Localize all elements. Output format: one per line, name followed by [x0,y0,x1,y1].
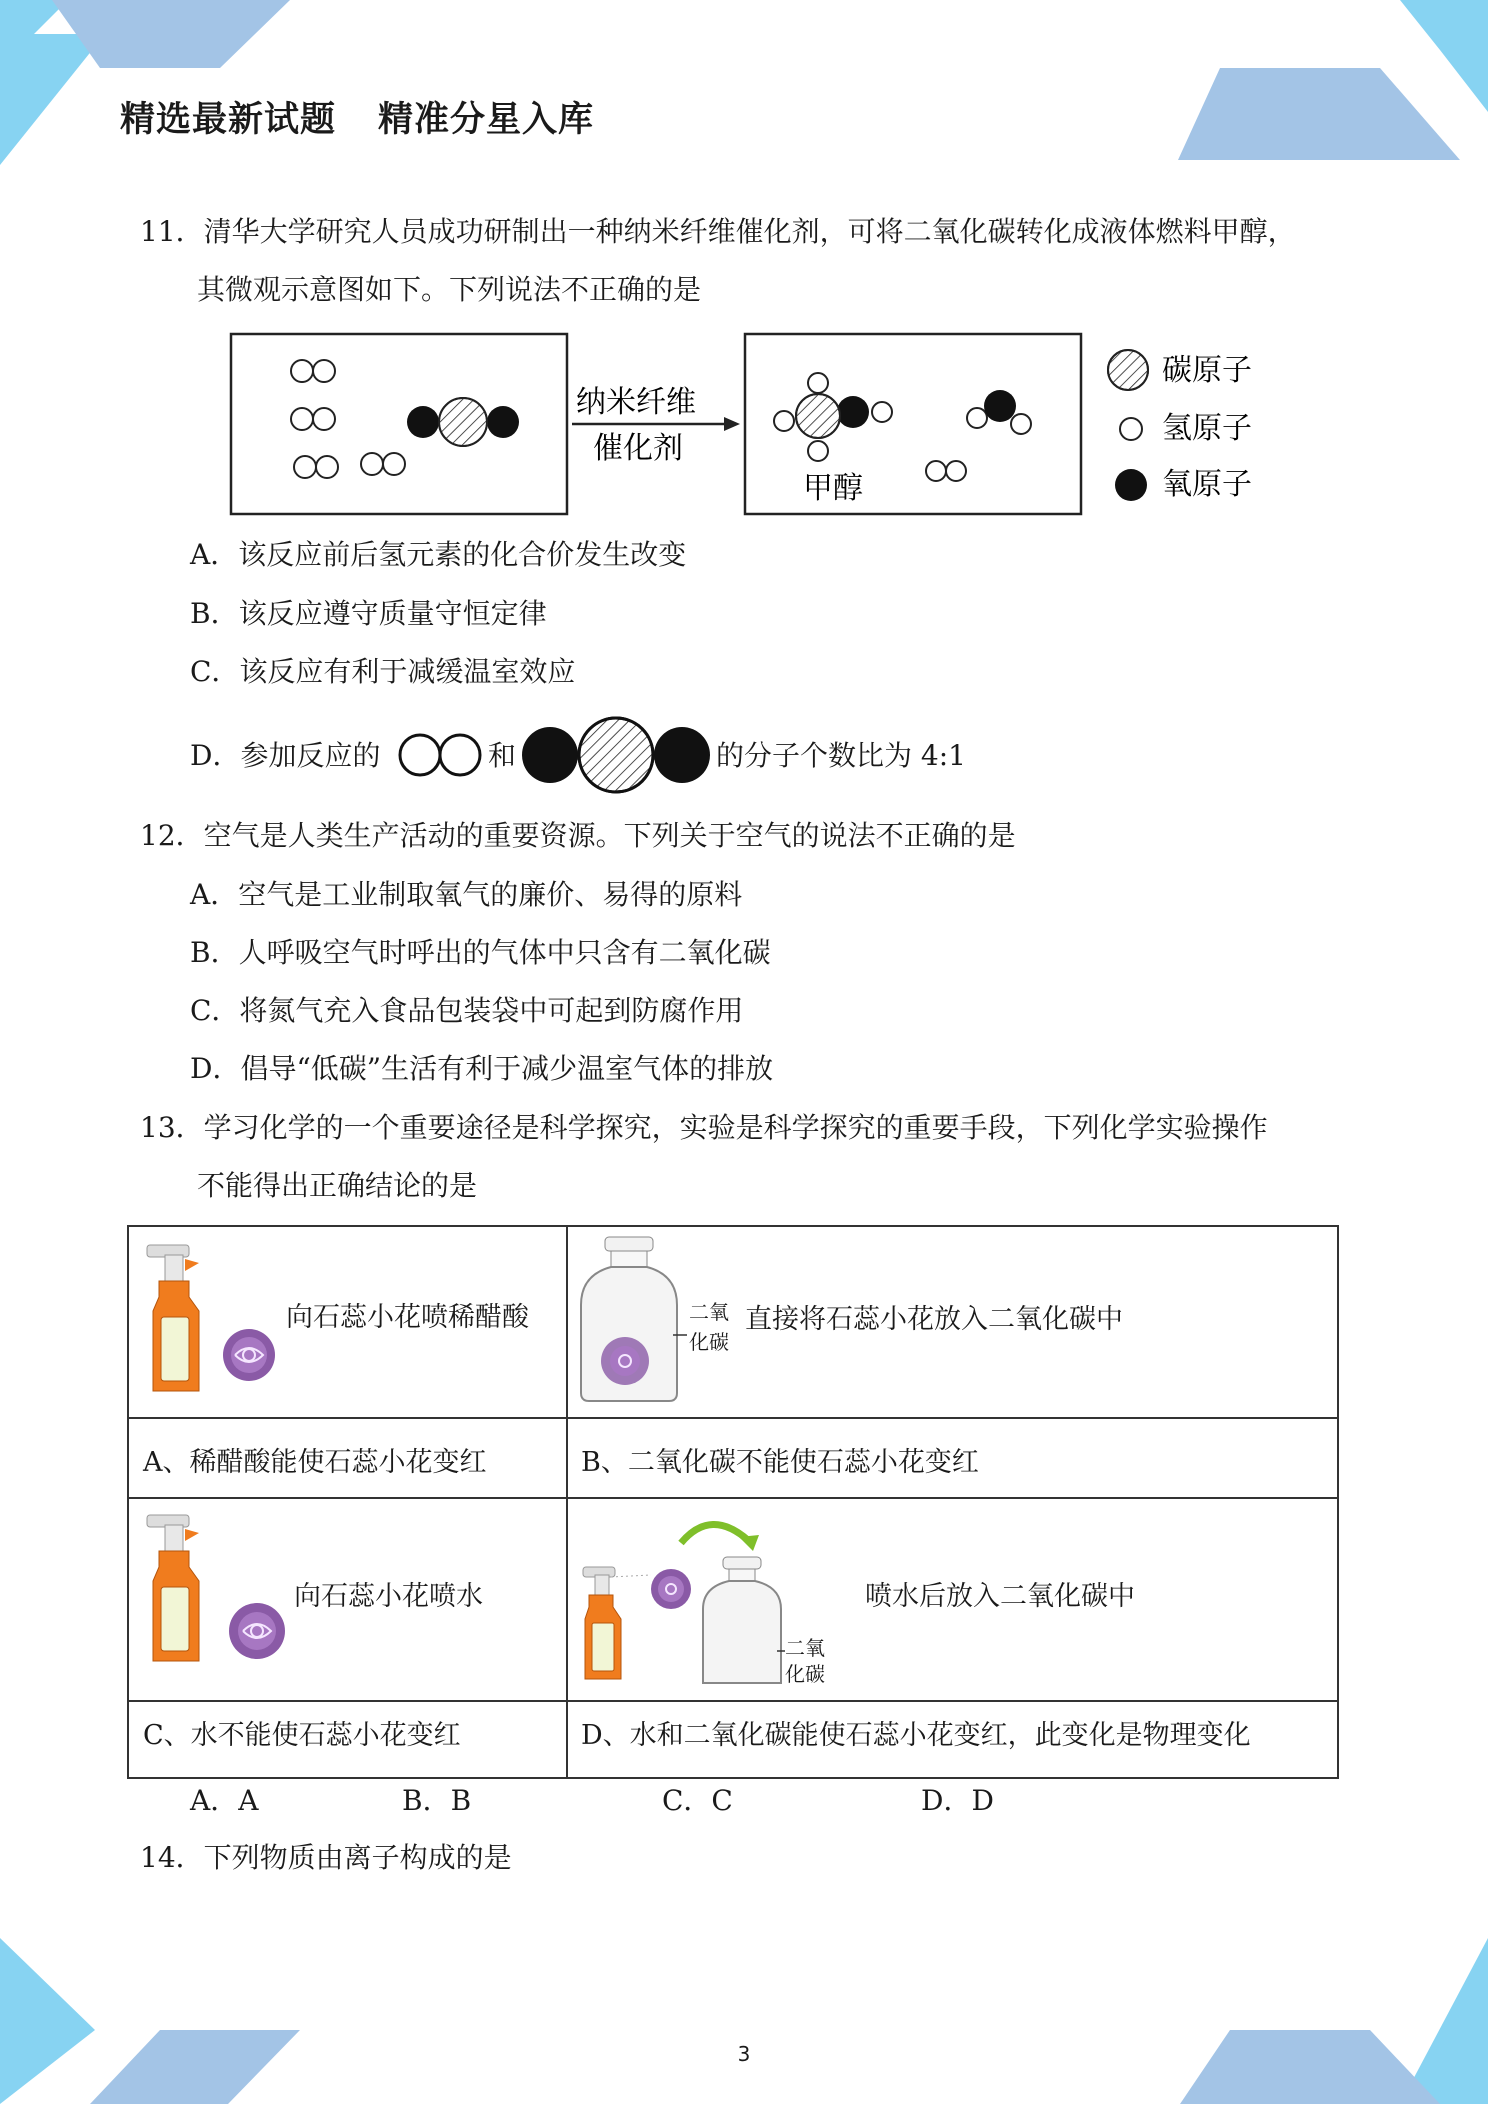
page-number: 3 [737,2042,751,2066]
spray-bottle-flower-c [143,1511,303,1679]
q12-stem: 12．空气是人类生产活动的重要资源。下列关于空气的说法不正确的是 [140,819,1016,852]
legend [1108,350,1252,502]
legend-oxygen: 氧原子 [1162,467,1252,502]
water-molecule [967,390,1031,434]
co2-molecule-reactant [407,398,519,446]
gas-bottle-b [577,1235,687,1407]
row-d-conclusion: D、水和二氧化碳能使石蕊小花变红，此变化是物理变化 [581,1720,1251,1751]
q13-option-b[interactable]: B．B [402,1784,472,1817]
cell-a-instruction: 向石蕊小花喷稀醋酸 [286,1302,529,1333]
q11-option-c[interactable]: C．该反应有利于减缓温室效应 [190,655,576,688]
arrow-label-bottom: 催化剂 [593,431,683,466]
q12-option-d[interactable]: D．倡导“低碳”生活有利于减少温室气体的排放 [190,1052,774,1085]
header-title-right: 精准分星入库 [378,100,595,140]
co2-molecule-icon [520,716,712,794]
cell-d-label-1: 二氧 [785,1636,825,1660]
methanol-molecule [774,373,892,461]
q11-option-d-pre[interactable]: D．参加反应的 [190,739,381,772]
spray-and-gas-bottle-d [581,1507,785,1693]
cell-c-instruction: 向石蕊小花喷水 [294,1581,483,1612]
cell-d-label-2: 化碳 [785,1662,825,1686]
q11-option-d-post: 的分子个数比为 4:1 [716,739,966,772]
cell-b-label-1: 二氧 [689,1300,729,1324]
methanol-label: 甲醇 [803,471,863,506]
q13-experiment-table [127,1225,1339,1779]
q11-option-a[interactable]: A．该反应前后氢元素的化合价发生改变 [190,538,687,571]
q11-option-d-mid: 和 [488,739,517,772]
legend-hydrogen: 氢原子 [1162,411,1252,446]
q13-option-a[interactable]: A．A [190,1784,259,1817]
cell-d-instruction: 喷水后放入二氧化碳中 [865,1581,1135,1612]
q14-stem: 14．下列物质由离子构成的是 [140,1841,512,1874]
q12-option-c[interactable]: C．将氮气充入食品包装袋中可起到防腐作用 [190,994,744,1027]
row-b-conclusion: B、二氧化碳不能使石蕊小花变红 [581,1447,979,1478]
header-title-left: 精选最新试题 [120,100,337,140]
cell-b-instruction: 直接将石蕊小花放入二氧化碳中 [745,1304,1123,1335]
hydrogen-molecules-reactant [291,360,405,478]
hydrogen-molecule-icon [398,730,484,780]
arrow-label-top: 纳米纤维 [576,385,696,420]
q12-option-b[interactable]: B．人呼吸空气时呼出的气体中只含有二氧化碳 [190,936,771,969]
spray-bottle-flower-a [143,1241,293,1401]
hydrogen-molecule-product [926,461,966,481]
q13-option-d[interactable]: D．D [921,1784,994,1817]
row-c-conclusion: C、水不能使石蕊小花变红 [143,1720,461,1751]
q13-stem-line1: 13．学习化学的一个重要途径是科学探究，实验是科学探究的重要手段，下列化学实验操作 [140,1111,1268,1144]
cell-b-label-2: 化碳 [689,1330,729,1354]
q11-option-b[interactable]: B．该反应遵守质量守恒定律 [190,597,547,630]
q11-micro-diagram [228,328,1288,518]
q13-option-c[interactable]: C．C [662,1784,733,1817]
legend-carbon: 碳原子 [1162,353,1252,388]
q11-stem-line1: 11．清华大学研究人员成功研制出一种纳米纤维催化剂，可将二氧化碳转化成液体燃料甲醇， [140,215,1296,248]
q12-option-a[interactable]: A．空气是工业制取氧气的廉价、易得的原料 [190,878,743,911]
q11-stem-line2: 其微观示意图如下。下列说法不正确的是 [197,273,702,306]
page-header-title [120,92,594,142]
row-a-conclusion: A、稀醋酸能使石蕊小花变红 [143,1447,487,1478]
q13-stem-line2: 不能得出正确结论的是 [197,1169,478,1202]
